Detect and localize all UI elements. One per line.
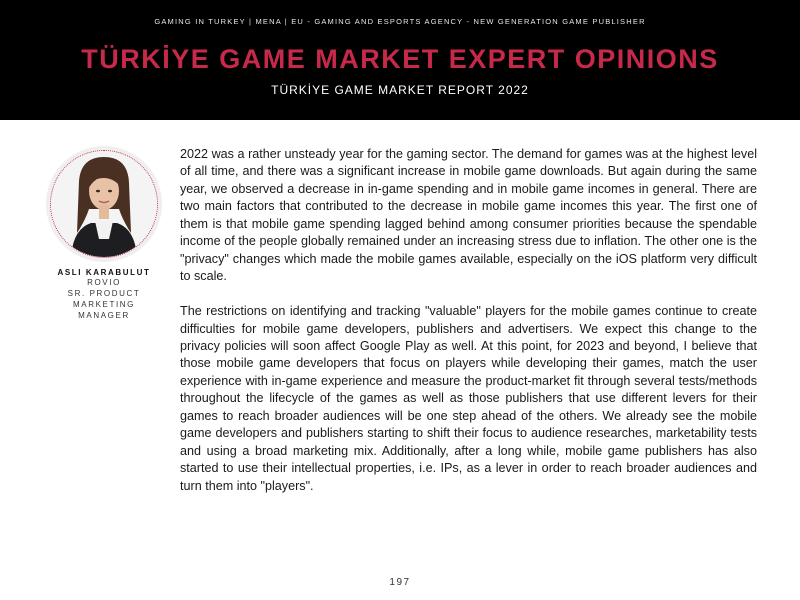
expert-company: ROVIO — [87, 278, 121, 287]
portrait-illustration — [51, 151, 157, 257]
opinion-body — [180, 146, 757, 512]
header-tagline: GAMING IN TURKEY | MENA | EU - GAMING AND ESPORTS AGENCY - NEW GENERATION GAME PUBLISHER — [154, 17, 646, 26]
expert-role-line: MARKETING — [73, 300, 135, 309]
body-paragraph: The restrictions on identifying and tracking "valuable" players for the mobile games continue to create difficulties for mobile game developers, publishers and advertisers. We expect this change to the privacy policies will soon affect Google Play as well. At this point, for 2023 and beyond, I believe that those mobile game developers that focus on players while developing their games, match the user experience with in-game experience and measure the product-market fit through several tests/methods throughout the lifecycle of the games as well as those publishers that use different levers for their games to reach broader audiences will be one step ahead of the others. We already see the mobile game developers and publishers starting to shift their focus to audience researches, marketability tests and using a broad marketing mix. Additionally, after a long while, mobile game publishers has also started to use their intellectual properties, i.e. IPs, as a lever in order to reach broader audiences and turn them into "players". — [180, 304, 757, 493]
expert-role-line: MANAGER — [78, 311, 130, 320]
page-subtitle: TÜRKİYE GAME MARKET REPORT 2022 — [271, 83, 529, 97]
portrait-photo — [50, 150, 158, 258]
body-paragraph: 2022 was a rather unsteady year for the gaming sector. The demand for games was at the highest level of all time, and there was a significant increase in mobile game downloads. But again during the same year, we observed a decrease in in-game spending and in mobile game incomes in general. There are two main factors that contributed to the decrease in mobile game incomes this year. The first one of them is that mobile game spending lagged behind among consumer priorities because the spendable income of the people globally remained under an increasing stress due to inflation. The other one is the "privacy" changes which made the mobile games available, especially on the iOS platform very difficult to scale. — [180, 147, 757, 284]
avatar — [46, 146, 162, 262]
expert-role-line: SR. PRODUCT — [67, 289, 141, 298]
page-number: 197 — [389, 577, 411, 588]
expert-name: ASLI KARABULUT — [57, 268, 151, 277]
expert-profile — [44, 146, 164, 321]
page-title: TÜRKİYE GAME MARKET EXPERT OPINIONS — [81, 44, 719, 74]
page-header — [0, 0, 800, 120]
